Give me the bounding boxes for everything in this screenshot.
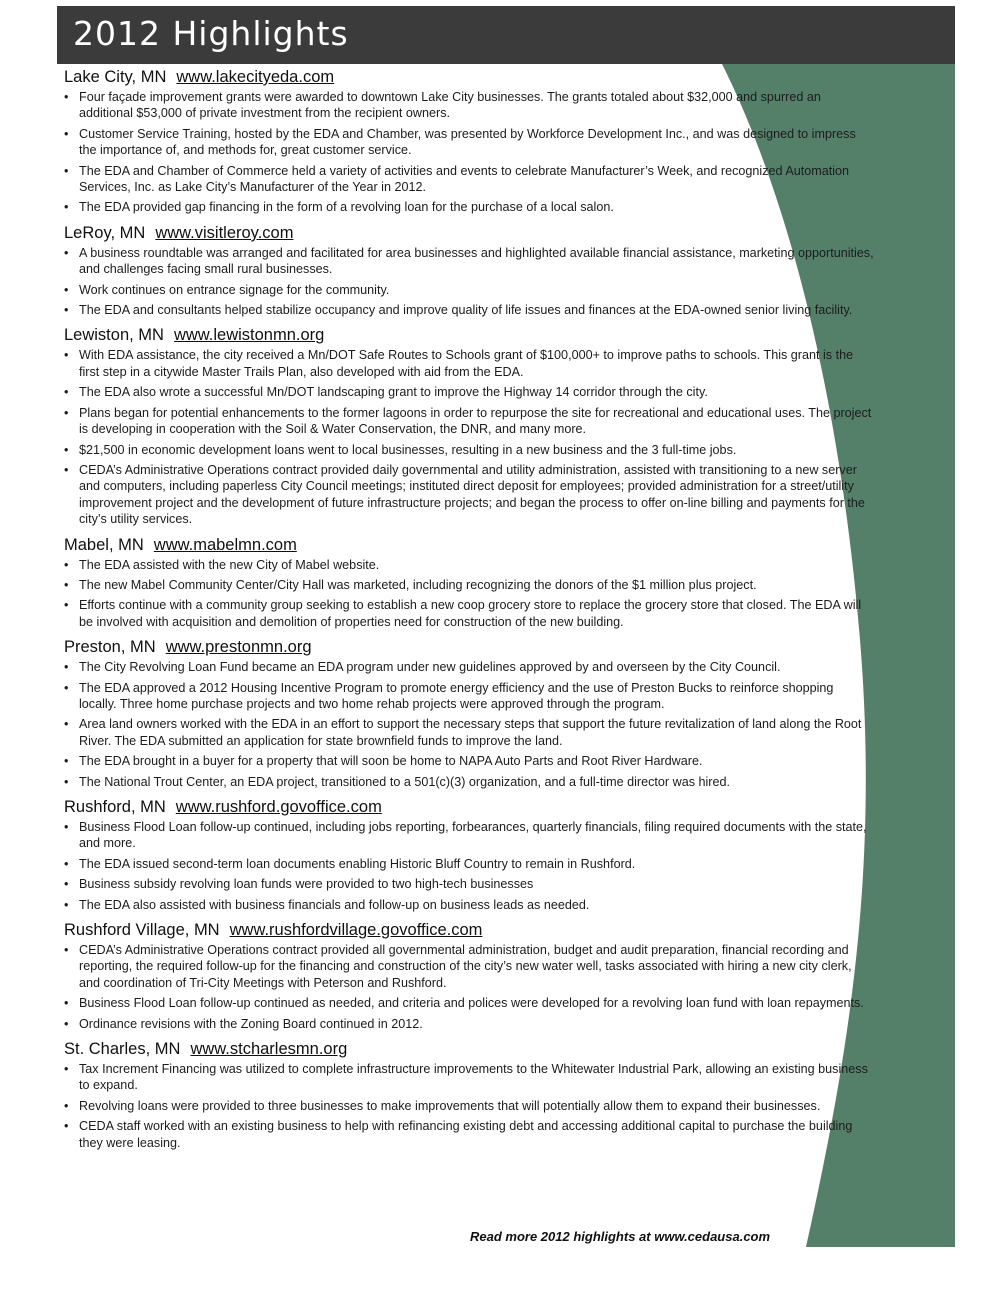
section-heading (64, 224, 874, 243)
highlight-item: • Business subsidy revolving loan funds were provided to two high-tech businesses (64, 876, 874, 892)
city-website-link[interactable]: www.stcharlesmn.org (190, 1040, 348, 1059)
highlight-item: • The City Revolving Loan Fund became an EDA program under new guidelines approved by and overseen by the City Council. (64, 659, 874, 675)
highlight-item: • The new Mabel Community Center/City Hall was marketed, including recognizing the donors of the $1 million plus project. (64, 577, 874, 593)
highlight-item: • CEDA staff worked with an existing business to help with refinancing existing debt and accessing additional capital to purchase the building they were leasing. (64, 1118, 874, 1151)
city-section (64, 224, 874, 319)
highlight-item: • Area land owners worked with the EDA in an effort to support the necessary steps that support the future revitalization of land along the Root River. The EDA submitted an application for state brownfield funds to improve the land. (64, 716, 874, 749)
highlight-item: • Customer Service Training, hosted by the EDA and Chamber, was presented by Workforce Development Inc., and was designed to impress the importance of, and methods for, great customer service. (64, 126, 874, 159)
city-section (64, 1040, 874, 1151)
highlight-item: • The EDA and Chamber of Commerce held a variety of activities and events to celebrate Manufacturer’s Week, and recognized Automation Services, Inc. as Lake City’s Manufacturer of the Year in 2012. (64, 163, 874, 196)
city-name: Rushford Village, MN (64, 921, 220, 940)
city-name: Lewiston, MN (64, 326, 164, 345)
highlight-bullets (64, 245, 874, 319)
section-heading (64, 798, 874, 817)
city-website-link[interactable]: www.lakecityeda.com (176, 68, 335, 86)
highlight-item: • The EDA provided gap financing in the form of a revolving loan for the purchase of a local salon. (64, 199, 874, 215)
city-website-link[interactable]: www.rushfordvillage.govoffice.com (229, 921, 483, 940)
highlight-item: • Tax Increment Financing was utilized to complete infrastructure improvements to the Whitewater Industrial Park, allowing an existing business to expand. (64, 1061, 874, 1094)
highlight-item: • The EDA brought in a buyer for a property that will soon be home to NAPA Auto Parts and Root River Hardware. (64, 753, 874, 769)
city-section (64, 921, 874, 1032)
city-website-link[interactable]: www.visitleroy.com (155, 223, 294, 242)
highlight-bullets (64, 347, 874, 527)
city-section (64, 638, 874, 790)
city-website-link[interactable]: www.rushford.govoffice.com (175, 798, 382, 816)
highlight-item: • The EDA assisted with the new City of Mabel website. (64, 557, 874, 573)
highlight-item: • Efforts continue with a community group seeking to establish a new coop grocery store to replace the grocery store that closed. The EDA will be involved with acquisition and demolition of properties need for construction of the new building. (64, 597, 874, 630)
section-heading (64, 1040, 874, 1059)
highlight-item: • Work continues on entrance signage for the community. (64, 282, 874, 298)
highlight-item: • Plans began for potential enhancements to the former lagoons in order to repurpose the site for recreational and educational uses. The project is developing in cooperation with the Soil & Water Conservation, the DNR, and many more. (64, 405, 874, 438)
header-bar (57, 6, 955, 64)
city-name: St. Charles, MN (64, 1040, 181, 1059)
highlight-bullets (64, 89, 874, 216)
highlight-item: • The National Trout Center, an EDA project, transitioned to a 501(c)(3) organization, and a full-time director was hired. (64, 774, 874, 790)
section-heading (64, 326, 874, 345)
highlight-item: • Revolving loans were provided to three businesses to make improvements that will potentially allow them to expand their businesses. (64, 1098, 874, 1114)
highlights-list (64, 68, 874, 1159)
city-section (64, 326, 874, 527)
city-name: Preston, MN (64, 638, 156, 657)
highlight-item: • Ordinance revisions with the Zoning Board continued in 2012. (64, 1016, 874, 1032)
highlight-item: • CEDA’s Administrative Operations contract provided all governmental administration, budget and audit preparation, financial recording and reporting, the required follow-up for the financing and construction of the city’s new water well, tasks associated with hiring a new city clerk, and coordination of Tri-City Meetings with Peterson and Rushford. (64, 942, 874, 991)
highlight-item: • A business roundtable was arranged and facilitated for area businesses and highlighted available financial assistance, marketing opportunities, and challenges facing small rural businesses. (64, 245, 874, 278)
highlight-bullets (64, 557, 874, 631)
city-section (64, 536, 874, 631)
section-heading (64, 921, 874, 940)
section-heading (64, 68, 874, 87)
highlight-item: • The EDA issued second-term loan documents enabling Historic Bluff Country to remain in Rushford. (64, 856, 874, 872)
highlight-bullets (64, 659, 874, 790)
city-name: LeRoy, MN (64, 223, 146, 242)
highlight-item: • Business Flood Loan follow-up continued, including jobs reporting, forbearances, quarterly financials, filing required documents with the state, and more. (64, 819, 874, 852)
city-name: Lake City, MN (64, 68, 167, 86)
highlight-bullets (64, 942, 874, 1032)
highlight-item: • The EDA approved a 2012 Housing Incentive Program to promote energy efficiency and the use of Preston Bucks to reinforce shopping locally. Three home purchase projects and two home rehab projects were approved through the program. (64, 680, 874, 713)
highlight-bullets (64, 819, 874, 913)
city-website-link[interactable]: www.lewistonmn.org (173, 326, 325, 345)
page-title: 2012 Highlights (73, 14, 349, 53)
highlight-item: • $21,500 in economic development loans went to local businesses, resulting in a new business and the 3 full-time jobs. (64, 442, 874, 458)
highlight-item: • CEDA’s Administrative Operations contract provided daily governmental and utility administration, assisted with transitioning to a new server and computers, including paperless City Council meetings; instituted direct deposit for employees; provided administration for a street/utility improvement project and the development of future infrastructure projects; and began the process to offer on-line billing and payments for the city’s utility services. (64, 462, 874, 528)
highlight-item: • The EDA and consultants helped stabilize occupancy and improve quality of life issues and finances at the EDA-owned senior living facility. (64, 302, 874, 318)
highlight-bullets (64, 1061, 874, 1151)
highlight-item: • With EDA assistance, the city received a Mn/DOT Safe Routes to Schools grant of $100,000+ to improve paths to schools. This grant is the first step in a citywide Master Trails Plan, also developed with aid from the EDA. (64, 347, 874, 380)
city-name: Rushford, MN (64, 798, 166, 816)
city-section (64, 68, 874, 216)
highlight-item: • The EDA also assisted with business financials and follow-up on business leads as needed. (64, 897, 874, 913)
city-website-link[interactable]: www.mabelmn.com (153, 535, 297, 554)
section-heading (64, 536, 874, 555)
highlight-item: • The EDA also wrote a successful Mn/DOT landscaping grant to improve the Highway 14 corridor through the city. (64, 384, 874, 400)
footer-note: Read more 2012 highlights at www.cedausa.com (470, 1229, 771, 1244)
city-website-link[interactable]: www.prestonmn.org (165, 638, 312, 657)
highlight-item: • Four façade improvement grants were awarded to downtown Lake City businesses. The grants totaled about $32,000 and spurred an additional $53,000 of private investment from the recipient owners. (64, 89, 874, 122)
highlight-item: • Business Flood Loan follow-up continued as needed, and criteria and polices were developed for a revolving loan fund with loan repayments. (64, 995, 874, 1011)
city-section (64, 798, 874, 913)
city-name: Mabel, MN (64, 535, 144, 554)
section-heading (64, 638, 874, 657)
